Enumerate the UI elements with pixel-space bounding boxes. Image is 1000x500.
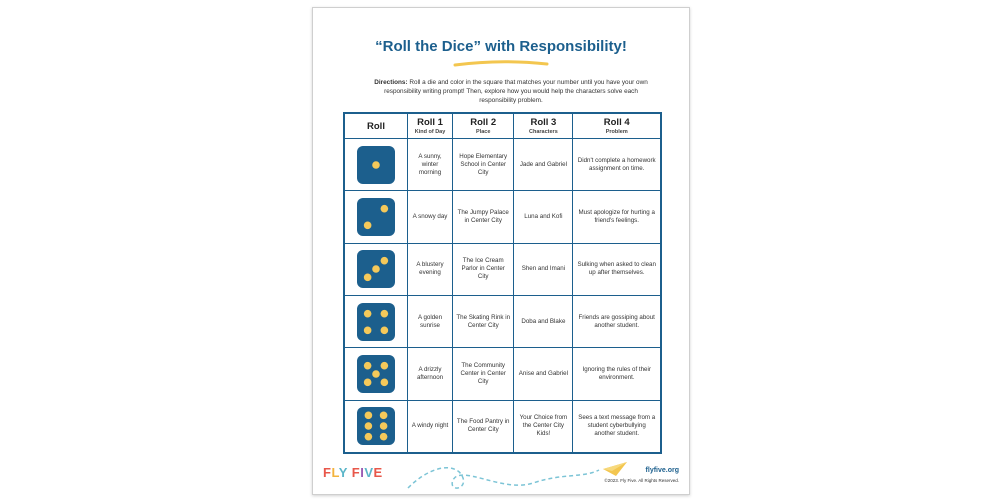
die-pip <box>372 370 380 378</box>
header-subtitle: Characters <box>529 129 558 135</box>
directions-label: Directions: <box>374 79 408 86</box>
table-row <box>344 139 661 191</box>
dotted-flight-path <box>403 458 603 498</box>
table-cell[interactable]: A golden sunrise <box>408 295 453 347</box>
die-pip <box>364 222 372 230</box>
die-pip <box>380 423 388 431</box>
die-5-icon <box>357 355 395 393</box>
die-pip <box>364 274 372 282</box>
fly-five-logo: FLY FIVE <box>323 465 383 480</box>
die-pip <box>380 412 388 420</box>
die-pip <box>381 309 389 317</box>
die-pip <box>381 257 389 265</box>
table-cell[interactable]: Hope Elementary School in Center City <box>453 139 514 191</box>
table-cell[interactable]: Doba and Blake <box>514 295 573 347</box>
footer-copyright: ©2023. Fly Five. All Rights Reserved. <box>604 478 679 483</box>
header-roll-2 <box>453 113 514 139</box>
die-3-icon <box>357 250 395 288</box>
table-cell[interactable]: The Jumpy Palace in Center City <box>453 191 514 243</box>
header-title: Roll 2 <box>470 117 497 128</box>
table-row <box>344 243 661 295</box>
die-cell <box>344 139 408 191</box>
table-header-row <box>344 113 661 139</box>
die-pip <box>381 326 389 334</box>
table-cell[interactable]: Must apologize for hurting a friend's feelings. <box>573 191 661 243</box>
table-cell[interactable]: Sees a text message from a student cyberbullying another student. <box>573 400 661 453</box>
table-cell[interactable]: A blustery evening <box>408 243 453 295</box>
die-pip <box>381 362 389 370</box>
paper-plane-icon <box>602 460 628 478</box>
table-cell[interactable]: The Community Center in Center City <box>453 348 514 400</box>
table-cell[interactable]: Sulking when asked to clean up after themselves. <box>573 243 661 295</box>
die-cell <box>344 191 408 243</box>
die-pip <box>364 379 372 387</box>
die-2-icon <box>357 198 395 236</box>
header-subtitle: Problem <box>605 129 628 135</box>
die-cell <box>344 400 408 453</box>
die-6-icon <box>357 407 395 445</box>
table-cell[interactable]: A sunny, winter morning <box>408 139 453 191</box>
die-pip <box>380 433 388 441</box>
die-pip <box>381 379 389 387</box>
header-title: Roll 4 <box>603 117 630 128</box>
page-title: “Roll the Dice” with Responsibility! <box>375 38 627 55</box>
die-pip <box>364 362 372 370</box>
die-pip <box>365 433 373 441</box>
table-cell[interactable]: A drizzly afternoon <box>408 348 453 400</box>
table-row <box>344 348 661 400</box>
header-subtitle: Place <box>476 129 491 135</box>
directions <box>373 78 649 105</box>
die-cell <box>344 295 408 347</box>
table-cell[interactable]: Anise and Gabriel <box>514 348 573 400</box>
die-pip <box>381 205 389 213</box>
table-cell[interactable]: Shen and Imani <box>514 243 573 295</box>
die-pip <box>365 423 373 431</box>
table-cell[interactable]: The Skating Rink in Center City <box>453 295 514 347</box>
header-roll-3 <box>514 113 573 139</box>
die-1-icon <box>357 146 395 184</box>
table-cell[interactable]: A snowy day <box>408 191 453 243</box>
header-roll <box>344 113 408 139</box>
title-underline <box>453 60 549 68</box>
die-pip <box>372 161 380 169</box>
worksheet-page <box>312 7 690 495</box>
footer-url: flyfive.org <box>645 467 679 474</box>
table-body <box>344 139 661 454</box>
dice-table <box>343 112 662 454</box>
die-cell <box>344 348 408 400</box>
header-title: Roll <box>367 120 385 132</box>
table-cell[interactable]: Jade and Gabriel <box>514 139 573 191</box>
die-pip <box>365 412 373 420</box>
table-row <box>344 400 661 453</box>
table-cell[interactable]: Luna and Kofi <box>514 191 573 243</box>
table-row <box>344 191 661 243</box>
die-pip <box>364 326 372 334</box>
table-cell[interactable]: A windy night <box>408 400 453 453</box>
directions-text: Roll a die and color in the square that matches your number until you have your own responsibility writing prompt! Then, explore how you would help the characters solve each responsibility problem. <box>384 79 648 104</box>
header-roll-1 <box>408 113 453 139</box>
die-pip <box>372 266 380 274</box>
header-title: Roll 3 <box>530 117 557 128</box>
table-row <box>344 295 661 347</box>
table-cell[interactable]: Your Choice from the Center City Kids! <box>514 400 573 453</box>
die-pip <box>364 309 372 317</box>
table-cell[interactable]: Ignoring the rules of their environment. <box>573 348 661 400</box>
table-cell[interactable]: The Ice Cream Parlor in Center City <box>453 243 514 295</box>
table-cell[interactable]: The Food Pantry in Center City <box>453 400 514 453</box>
table-cell[interactable]: Friends are gossiping about another student. <box>573 295 661 347</box>
table-cell[interactable]: Didn't complete a homework assignment on time. <box>573 139 661 191</box>
header-roll-4 <box>573 113 661 139</box>
die-4-icon <box>357 303 395 341</box>
header-title: Roll 1 <box>417 117 443 128</box>
die-cell <box>344 243 408 295</box>
header-subtitle: Kind of Day <box>414 129 446 135</box>
